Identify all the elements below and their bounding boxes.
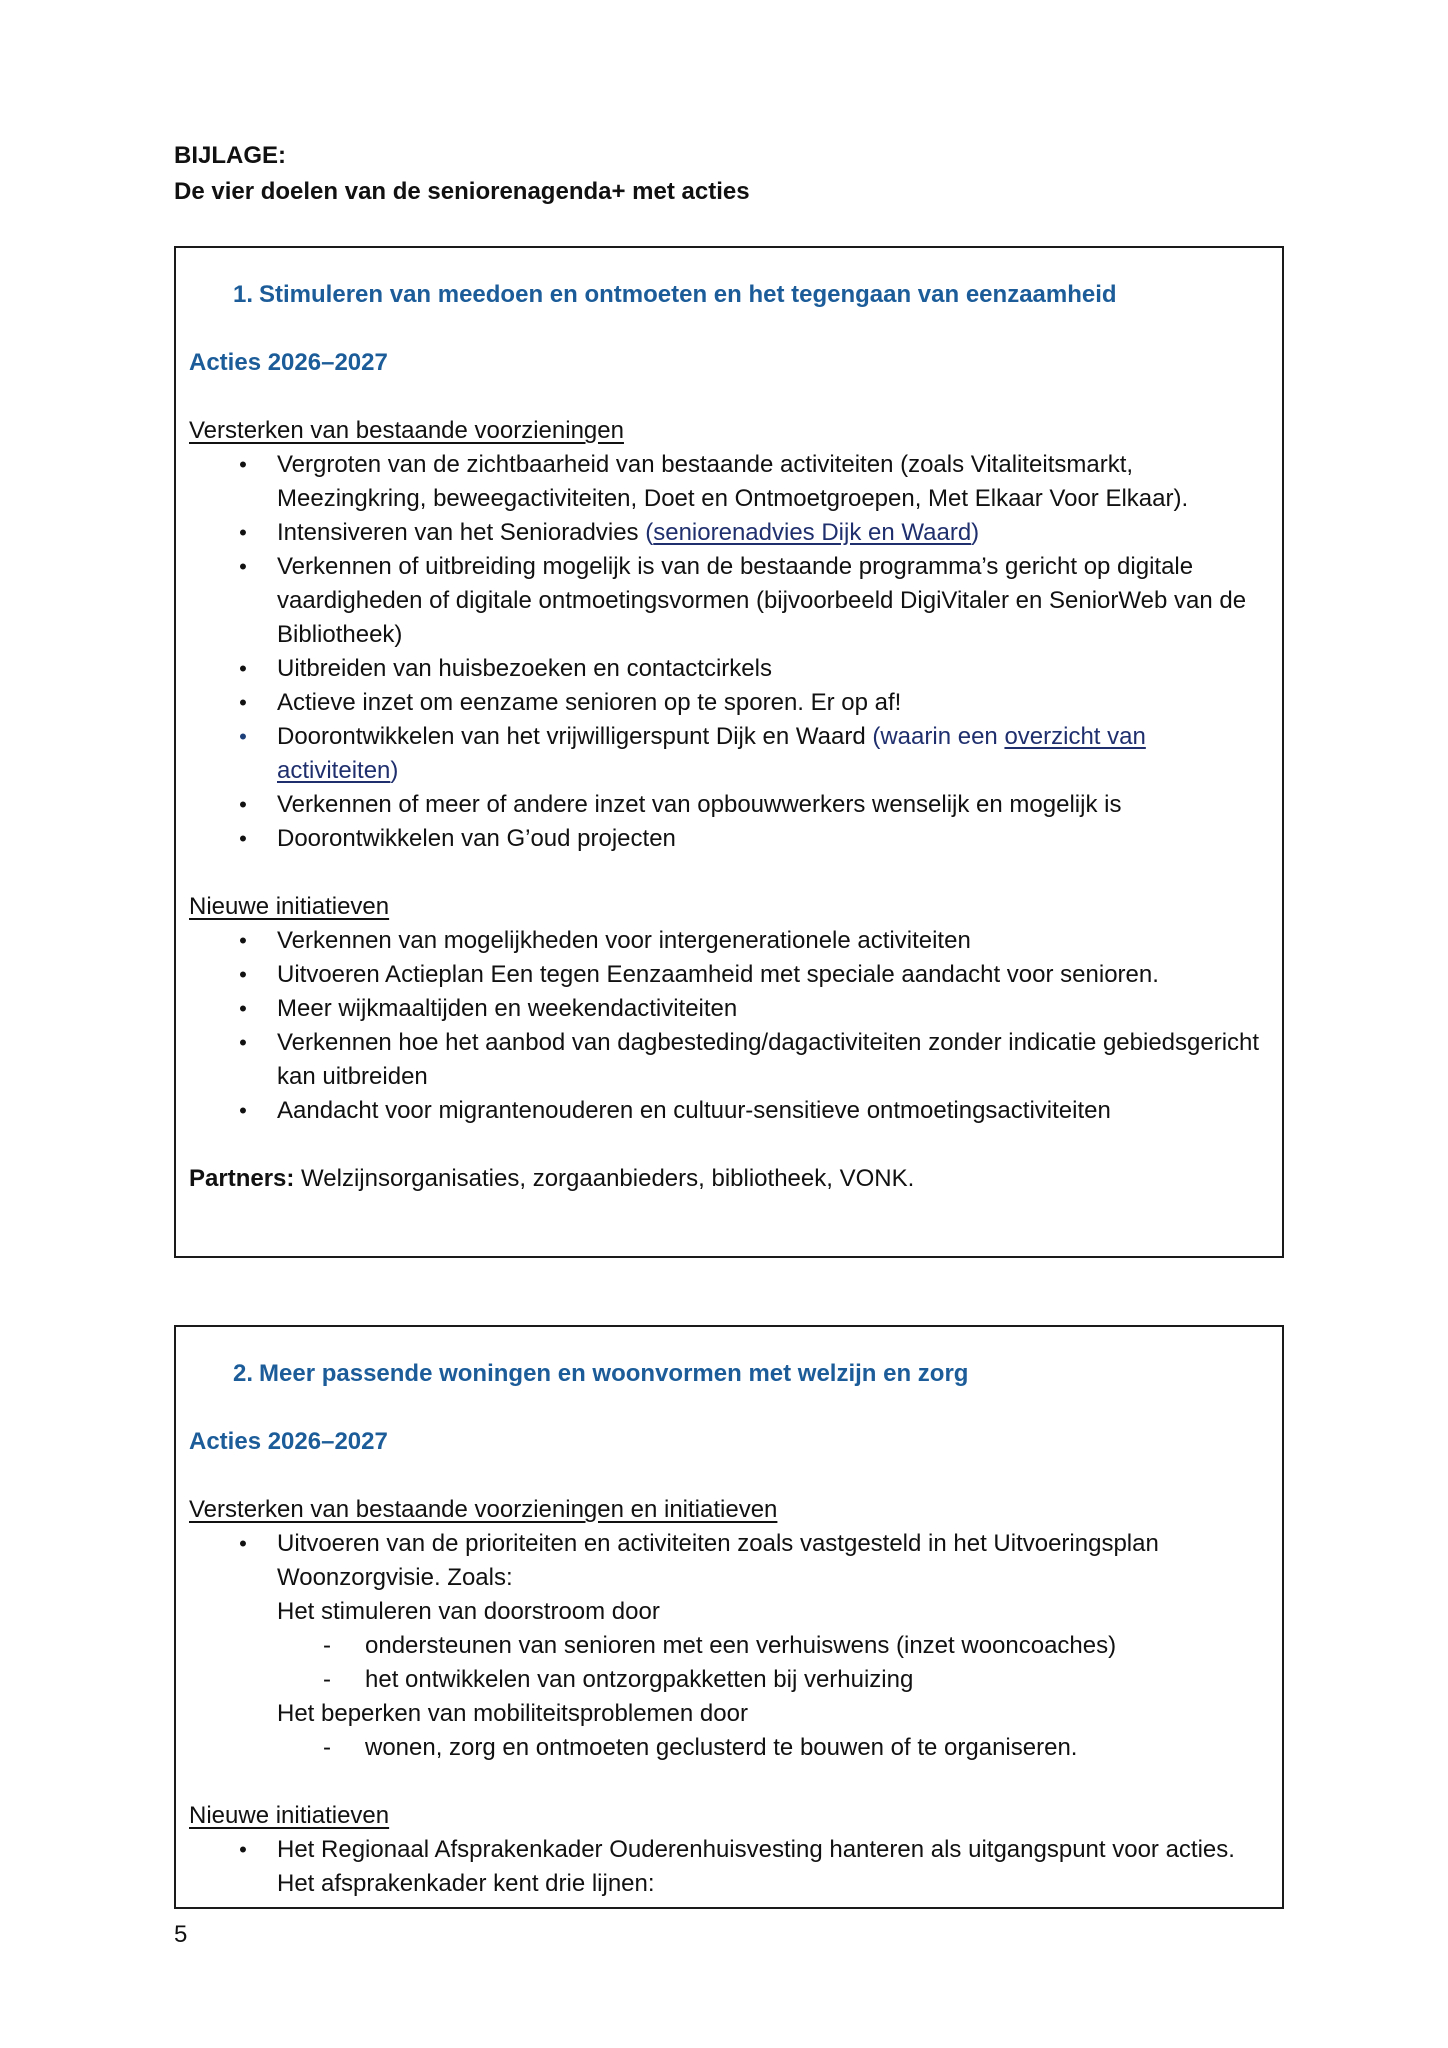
dash-icon: -: [323, 1632, 331, 1659]
section-heading-new: Nieuwe initiatieven: [189, 893, 390, 920]
seniorenadvies-link[interactable]: seniorenadvies Dijk en Waard: [653, 519, 972, 546]
bullet-icon: •: [239, 452, 247, 477]
bullet-list-new: [189, 924, 1262, 1128]
list-item: • Het Regionaal Afsprakenkader Ouderenhuisvesting hanteren als uitgangspunt voor acties. Het afsprakenkader kent drie lijnen:: [189, 1833, 1262, 1901]
bullet-icon: •: [239, 1030, 247, 1055]
acties-label: Acties 2026–2027: [189, 1428, 388, 1455]
section-heading-existing: Versterken van bestaande voorzieningen en initiatieven: [189, 1496, 778, 1523]
page-title: De vier doelen van de seniorenagenda+ met acties: [174, 178, 750, 205]
list-item: • Vergroten van de zichtbaarheid van bestaande activiteiten (zoals Vitaliteitsmarkt, Meezingkring, beweegactiviteiten, Doet en Ontmoetgroepen, Met Elkaar Voor Elkaar).: [189, 448, 1262, 516]
goal-2-title: [189, 1357, 1262, 1391]
bullet-icon: •: [239, 996, 247, 1021]
bullet-icon: •: [239, 792, 247, 817]
goal-number: 2.: [233, 1360, 254, 1387]
acties-label: Acties 2026–2027: [189, 349, 388, 376]
dash-item: - het ontwikkelen van ontzorgpakketten bij verhuizing: [189, 1663, 1262, 1697]
list-item: • Actieve inzet om eenzame senioren op te sporen. Er op af!: [189, 686, 1262, 720]
dash-item: - ondersteunen van senioren met een verhuiswens (inzet wooncoaches): [189, 1629, 1262, 1663]
dash-icon: -: [323, 1734, 331, 1761]
partners-line: [189, 1162, 1262, 1196]
sub-intro-doorstroom: Het stimuleren van doorstroom door: [277, 1598, 660, 1625]
list-item: • Verkennen of meer of andere inzet van opbouwwerkers wenselijk en mogelijk is: [189, 788, 1262, 822]
bullet-icon: •: [239, 1098, 247, 1123]
list-item: • Verkennen van mogelijkheden voor intergenerationele activiteiten: [189, 924, 1262, 958]
list-item: • Verkennen hoe het aanbod van dagbesteding/dagactiviteiten zonder indicatie gebiedsgericht kan uitbreiden: [189, 1026, 1262, 1094]
section-heading-new: Nieuwe initiatieven: [189, 1802, 390, 1829]
bullet-list-new: [189, 1833, 1262, 1901]
bullet-list-existing: [189, 1527, 1262, 1595]
page-header: [174, 138, 750, 210]
appendix-label: BIJLAGE:: [174, 142, 287, 169]
bullet-icon: •: [239, 962, 247, 987]
bullet-icon: •: [239, 826, 247, 851]
sub-intro-mobiliteit: Het beperken van mobiliteitsproblemen door: [277, 1700, 748, 1727]
list-item: • Uitbreiden van huisbezoeken en contactcirkels: [189, 652, 1262, 686]
goal-title-text: Stimuleren van meedoen en ontmoeten en het tegengaan van eenzaamheid: [259, 281, 1117, 308]
bullet-icon: •: [239, 554, 247, 579]
bullet-icon: •: [239, 928, 247, 953]
bullet-icon: •: [239, 1531, 247, 1556]
list-item: • Aandacht voor migrantenouderen en cultuur-sensitieve ontmoetingsactiviteiten: [189, 1094, 1262, 1128]
bullet-list-existing: [189, 448, 1262, 856]
section-heading-existing: Versterken van bestaande voorzieningen: [189, 417, 624, 444]
list-item: • Doorontwikkelen van het vrijwilligerspunt Dijk en Waard (waarin een overzicht van activiteiten): [189, 720, 1262, 788]
page-number: 5: [174, 1921, 188, 1948]
goal-title-text: Meer passende woningen en woonvormen met welzijn en zorg: [259, 1360, 969, 1387]
list-item: • Uitvoeren van de prioriteiten en activiteiten zoals vastgesteld in het Uitvoeringsplan Woonzorgvisie. Zoals:: [189, 1527, 1262, 1595]
bullet-icon: •: [239, 1837, 247, 1862]
list-item: • Meer wijkmaaltijden en weekendactiviteiten: [189, 992, 1262, 1026]
list-item: • Intensiveren van het Senioradvies (seniorenadvies Dijk en Waard): [189, 516, 1262, 550]
goal-number: 1.: [233, 281, 254, 308]
bullet-icon: •: [239, 520, 247, 545]
overzicht-activiteiten-link[interactable]: overzicht van activiteiten: [277, 723, 1146, 784]
list-item: • Doorontwikkelen van G’oud projecten: [189, 822, 1262, 856]
partners-label: Partners:: [189, 1165, 295, 1192]
dash-item: - wonen, zorg en ontmoeten geclusterd te bouwen of te organiseren.: [189, 1731, 1262, 1765]
bullet-icon: •: [239, 724, 247, 749]
goal-1-title: [189, 278, 1262, 312]
list-item: • Verkennen of uitbreiding mogelijk is van de bestaande programma’s gericht op digitale vaardigheden of digitale ontmoetingsvormen (bijvoorbeeld DigiVitaler en SeniorWeb van de Bibliotheek): [189, 550, 1262, 652]
dash-icon: -: [323, 1666, 331, 1693]
goal-2-box: [174, 1325, 1284, 1909]
partners-text: Welzijnsorganisaties, zorgaanbieders, bibliotheek, VONK.: [294, 1165, 915, 1192]
bullet-icon: •: [239, 656, 247, 681]
bullet-icon: •: [239, 690, 247, 715]
list-item: • Uitvoeren Actieplan Een tegen Eenzaamheid met speciale aandacht voor senioren.: [189, 958, 1262, 992]
goal-1-box: [174, 246, 1284, 1258]
